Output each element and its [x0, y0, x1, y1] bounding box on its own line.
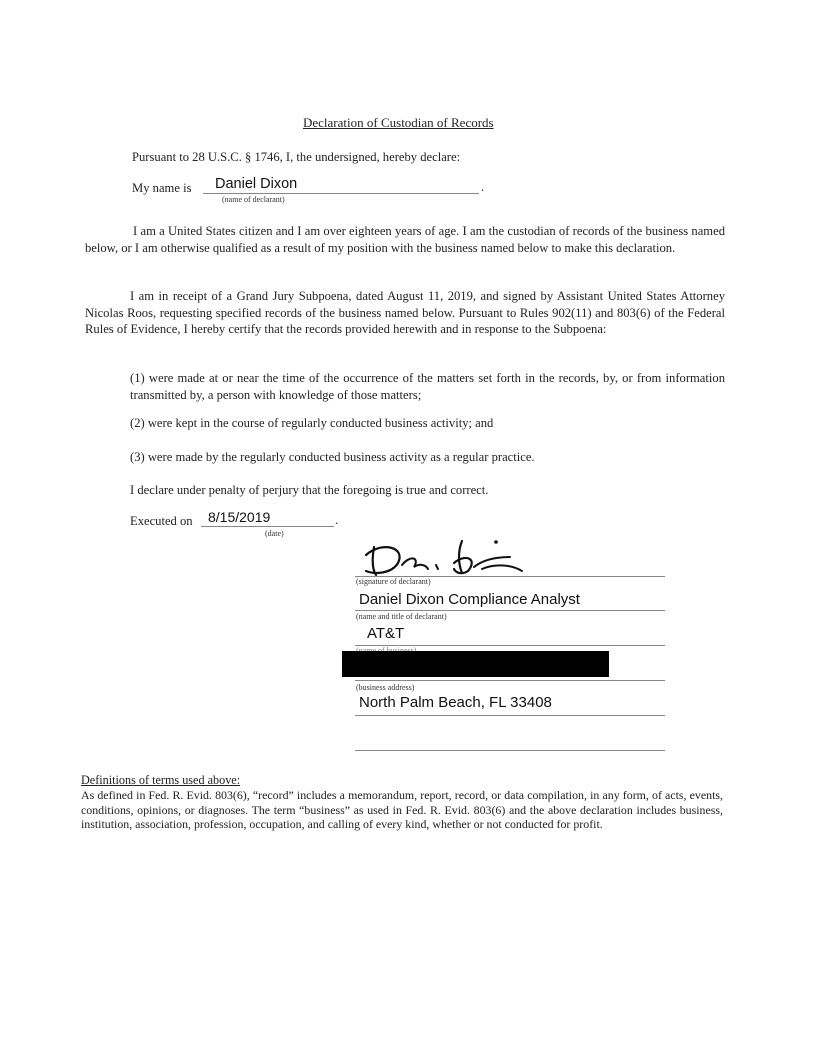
business-address-field[interactable]: North Palm Beach, FL 33408	[359, 694, 552, 711]
page-title: Declaration of Custodian of Records	[303, 115, 494, 130]
address-line-2	[355, 715, 665, 716]
business-name-field[interactable]: AT&T	[367, 625, 405, 642]
address-line-3	[355, 750, 665, 751]
item-2: (2) were kept in the course of regularly conducted business activity; and	[130, 416, 494, 430]
declarant-name-line	[203, 193, 479, 194]
executed-trailing-period: .	[335, 513, 339, 527]
executed-date-line	[201, 526, 334, 527]
business-address-line	[355, 680, 665, 681]
declarant-name-caption: (name of declarant)	[222, 195, 285, 204]
item-1: (1) were made at or near the time of the occurrence of the matters set forth in the records, by, or from information transmitted by, a person with knowledge of those matters;	[130, 371, 725, 402]
intro-text: Pursuant to 28 U.S.C. § 1746, I, the undersigned, hereby declare:	[132, 150, 461, 164]
name-trailing-period: .	[481, 180, 485, 194]
business-address-caption: (business address)	[356, 683, 415, 692]
executed-label: Executed on	[130, 514, 193, 528]
executed-date-caption: (date)	[265, 529, 284, 538]
redacted-business-address	[342, 651, 609, 677]
executed-date-field[interactable]: 8/15/2019	[208, 509, 271, 525]
definitions-heading: Definitions of terms used above:	[81, 773, 241, 787]
definitions-text: As defined in Fed. R. Evid. 803(6), “record” includes a memorandum, report, record, or data compilation, in any form, of acts, events, conditions, opinions, or diagnoses. The term “business” as used in Fed. R. Evid. 803(6) and the above declaration includes business, institution, association, profession, occupation, and calling of every kind, whether or not conducted for profit.	[81, 788, 723, 832]
name-label: My name is	[132, 181, 192, 195]
paragraph-subpoena: I am in receipt of a Grand Jury Subpoena, dated August 11, 2019, and signed by Assistant United States Attorney Nicolas Roos, requesting specified records of the business named below. Pursuant to Rules 902(11) and 803(6) of the Federal Rules of Evidence, I hereby certify that the records provided herewith and in response to the Subpoena:	[85, 289, 725, 336]
signature-caption: (signature of declarant)	[356, 577, 431, 586]
paragraph-citizen: I am a United States citizen and I am over eighteen years of age. I am the custodian of records of the business named below, or I am otherwise qualified as a result of my position with the business named below to make this declaration.	[85, 224, 725, 255]
declarant-name-title-field[interactable]: Daniel Dixon Compliance Analyst	[359, 591, 580, 608]
name-title-line	[355, 610, 665, 611]
penalty-statement: I declare under penalty of perjury that the foregoing is true and correct.	[130, 483, 489, 497]
name-title-caption: (name and title of declarant)	[356, 612, 447, 621]
signature-image	[362, 535, 542, 581]
item-3: (3) were made by the regularly conducted business activity as a regular practice.	[130, 450, 535, 464]
declarant-name-field[interactable]: Daniel Dixon	[215, 176, 298, 192]
